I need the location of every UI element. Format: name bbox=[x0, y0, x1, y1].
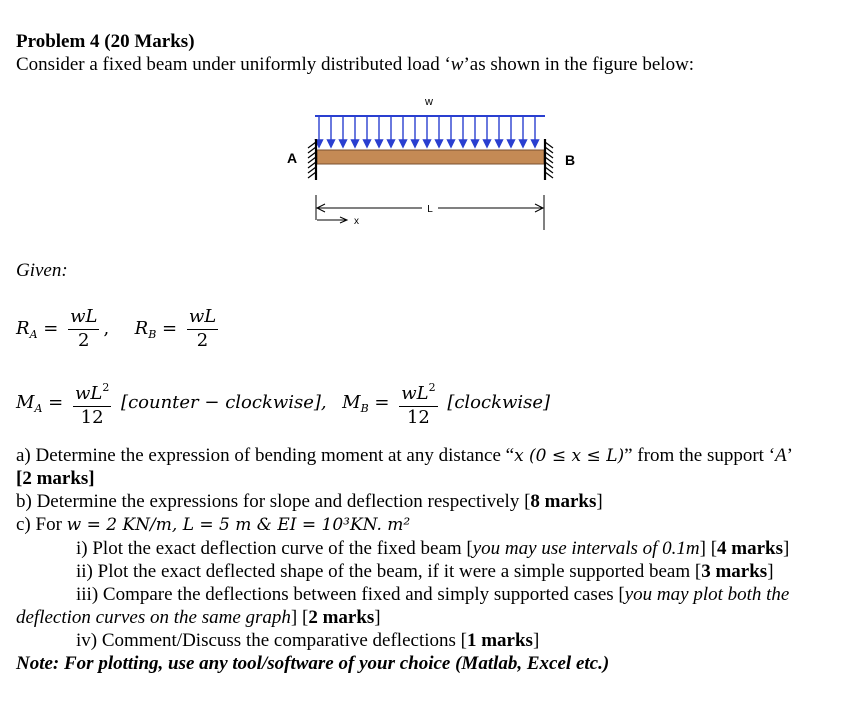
question-a: a) Determine the expression of bending moment at any distance “x (0 ≤ x ≤ L)” from the support ‘A’ bbox=[16, 445, 793, 466]
question-c-iii: iii) Compare the deflections between fixed and simply supported cases [you may plot both the bbox=[76, 584, 790, 605]
plotting-note: Note: For plotting, use any tool/software of your choice (Matlab, Excel etc.) bbox=[16, 653, 610, 674]
problem-intro: Consider a fixed beam under uniformly distributed load ‘w’as shown in the figure below: bbox=[16, 54, 695, 75]
question-c: c) For w = 2 KN/m, L = 5 m & EI = 10³KN. m² bbox=[16, 514, 411, 535]
given-label: Given: bbox=[16, 260, 68, 281]
fixed-beam-figure bbox=[270, 92, 590, 237]
question-c-iii-cont: deflection curves on the same graph] [2 marks] bbox=[16, 607, 381, 628]
problem-title: Problem 4 (20 Marks) bbox=[16, 31, 195, 52]
load-label: w bbox=[425, 96, 433, 108]
support-b-label: B bbox=[565, 152, 576, 168]
question-b: b) Determine the expressions for slope and deflection respectively [8 marks] bbox=[16, 491, 603, 512]
length-label: L bbox=[427, 204, 433, 215]
beam bbox=[317, 150, 544, 164]
support-b-hatch bbox=[545, 142, 553, 178]
support-a-hatch bbox=[308, 142, 316, 178]
question-c-ii: ii) Plot the exact deflected shape of the beam, if it were a simple supported beam [3 marks] bbox=[76, 561, 774, 582]
support-a-label: A bbox=[287, 150, 298, 166]
question-a-marks: [2 marks] bbox=[16, 468, 95, 489]
question-c-iv: iv) Comment/Discuss the comparative deflections [1 marks] bbox=[76, 630, 540, 651]
question-c-i: i) Plot the exact deflection curve of the fixed beam [you may use intervals of 0.1m] [4 marks] bbox=[76, 538, 790, 559]
moments-equation: $M_A$ = $\frac{wL^2}{12}$ [counter − clockwise], $M_B$ = $\frac{wL^2}{12}$ [clockwise] bbox=[16, 377, 550, 429]
udl-arrows bbox=[316, 116, 539, 147]
x-label: x bbox=[354, 216, 359, 227]
reactions-equation: $R_A$ = $\frac{wL}{2}$ , $R_B$ = $\frac{wL}{2}$ bbox=[16, 306, 217, 351]
